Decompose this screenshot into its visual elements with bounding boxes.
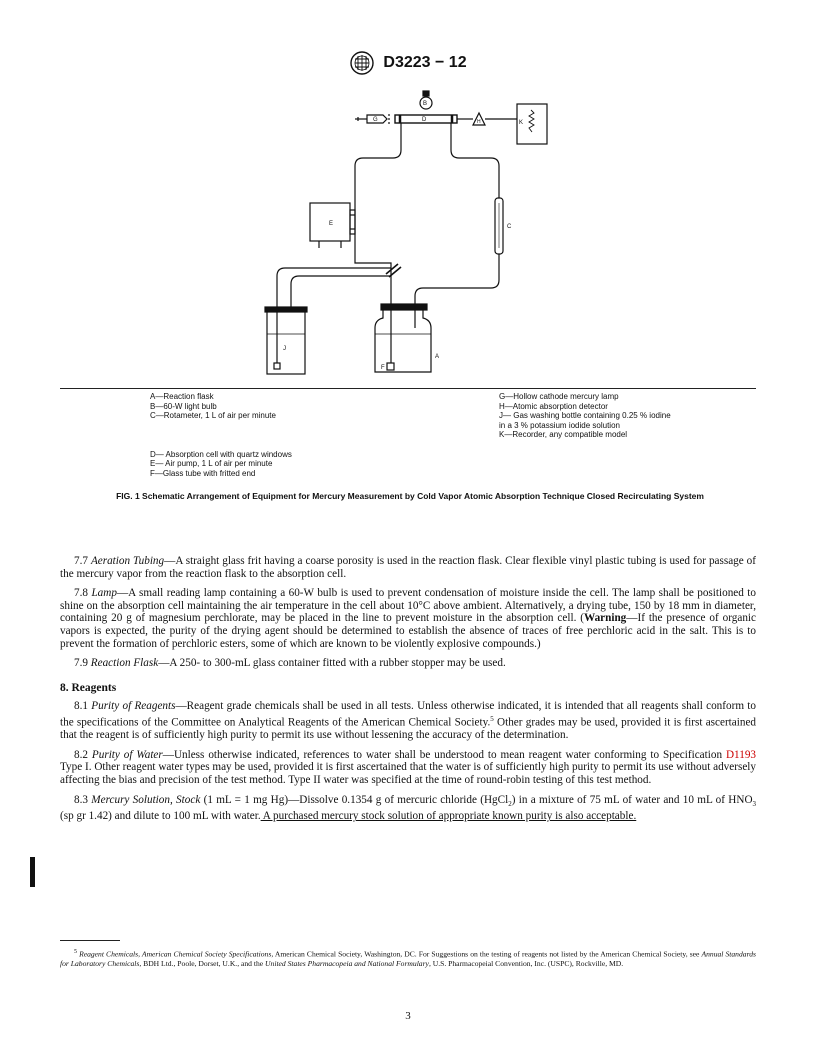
figure-legend-divider xyxy=(60,388,756,389)
figure-legend-right xyxy=(499,392,679,440)
figure-legend-left xyxy=(150,392,292,478)
label-h: H xyxy=(477,119,481,125)
label-k: K xyxy=(519,120,524,126)
document-body xyxy=(60,555,756,830)
footnote: $^5$ Reagent Chemicals, American Chemical Society Specifications, American Chemical Society, Washington, DC. For Suggestions on the testing of reagents not listed by the American Chemical Society, see Annual Standards for Laboratory Chemicals, BDH Ltd., Poole, Dorset, U.K., and the United States Pharmacopeia and National Formulary, U.S. Pharmacopeial Convention, Inc. (USPC), Rockville, MD. xyxy=(60,949,757,969)
legend-item: K—Recorder, any compatible model xyxy=(499,430,628,440)
label-f: F xyxy=(381,365,385,371)
gas-washing-bottle xyxy=(267,310,305,374)
legend-item: E— Air pump, 1 L of air per minute xyxy=(150,459,273,469)
astm-logo xyxy=(349,50,375,76)
paragraph-8-3: 8.3 Mercury Solution, Stock (1 mL = 1 mg Hg)—Dissolve 0.1354 g of mercuric chloride (HgCl$_2$) in a mixture of 75 mL of water and 10 mL of $HNO_3$ (sp gr 1.42) and dilute to 100 mL with water. A purchased mercury stock solution of appropriate known purity is also acceptable. xyxy=(60,793,757,823)
label-b: B xyxy=(423,101,428,107)
paragraph-7-8: 7.8 Lamp—A small reading lamp containing a 60-W bulb is used to prevent condensation of moisture inside the cell. The lamp shall be positioned to shine on the absorption cell maintaining the air temperature in the cell about 10°C above ambient. Alternatively, a drying tube, 150 by 18 mm in diameter, containing 20 g of magnesium perchlorate, may be placed in the line to prevent moisture in the absorption cell. (Warning—If the presence of organic vapors is expected, the purity of the drying agent should be determined to establish the absence of traces of free perchloric acid in the salt. This is to prevent the formation of perchloric esters, some of which are known to be violently explosive compounds.) xyxy=(60,587,756,650)
label-e: E xyxy=(329,221,334,227)
document-designation: D3223 − 12 xyxy=(383,54,467,71)
paragraph-8-2: 8.2 Purity of Water—Unless otherwise indicated, references to water shall be understood to mean reagent water conforming to Specification D1193 Type I. Other reagent water types may be used, provided it is first ascertained that the water is of sufficiently high purity to permit its use without adversely affecting the bias and precision of the test method. Type II water was specified at the time of round-robin testing of this test method. xyxy=(60,748,757,787)
figure-caption: FIG. 1 Schematic Arrangement of Equipment for Mercury Measurement by Cold Vapor Atomic Absorption Technique Closed Recirculating System xyxy=(116,491,704,501)
legend-item: G—Hollow cathode mercury lamp xyxy=(499,392,619,401)
label-d: D xyxy=(422,117,427,123)
label-a: A xyxy=(435,354,440,360)
legend-item: F—Glass tube with fritted end xyxy=(150,468,256,478)
label-j: J xyxy=(283,346,286,352)
footnote-ref[interactable]: 5 xyxy=(490,714,494,723)
legend-item: H—Atomic absorption detector xyxy=(499,401,608,411)
legend-item: C—Rotameter, 1 L of air per minute xyxy=(150,411,276,421)
page-header xyxy=(0,50,816,76)
reaction-flask xyxy=(375,310,431,372)
fritted-tube xyxy=(387,363,394,370)
spec-link-d1193[interactable]: D1193 xyxy=(725,748,757,761)
paragraph-7-7: 7.7 Aeration Tubing—A straight glass frit having a coarse porosity is used in the reaction flask. Clear flexible vinyl plastic tubing is used for passage of the mercury vapor from the reaction flask to the absorption cell. xyxy=(60,555,756,580)
section-heading-reagents: 8. Reagents xyxy=(60,681,117,694)
paragraph-8-1: 8.1 Purity of Reagents—Reagent grade chemicals shall be used in all tests. Unless otherwise indicated, it is intended that all reagents shall conform to the specifications of the Committee on Analytical Reagents of the American Chemical Society.$^5$ Other grades may be used, provided it is first ascertained that the reagent is of sufficiently high purity to permit its use without lessening the accuracy of the determination. xyxy=(60,700,757,742)
legend-item: A—Reaction flask xyxy=(150,392,214,401)
legend-item: D— Absorption cell with quartz windows xyxy=(150,449,292,459)
label-g: G xyxy=(373,117,378,123)
label-c: C xyxy=(507,224,512,230)
paragraph-7-9: 7.9 Reaction Flask—A 250- to 300-mL glass container fitted with a rubber stopper may be used. xyxy=(74,657,506,670)
revision-change-bar xyxy=(30,857,35,887)
legend-item: B—60-W light bulb xyxy=(150,401,217,411)
footnote-divider xyxy=(60,940,120,941)
revision-text: A purchased mercury stock solution of appropriate known purity is also acceptable. xyxy=(260,810,637,823)
equipment-schematic xyxy=(255,88,575,383)
legend-item: J— Gas washing bottle containing 0.25 % iodine in a 3 % potassium iodide solution xyxy=(499,411,671,430)
page-number: 3 xyxy=(405,1010,411,1022)
